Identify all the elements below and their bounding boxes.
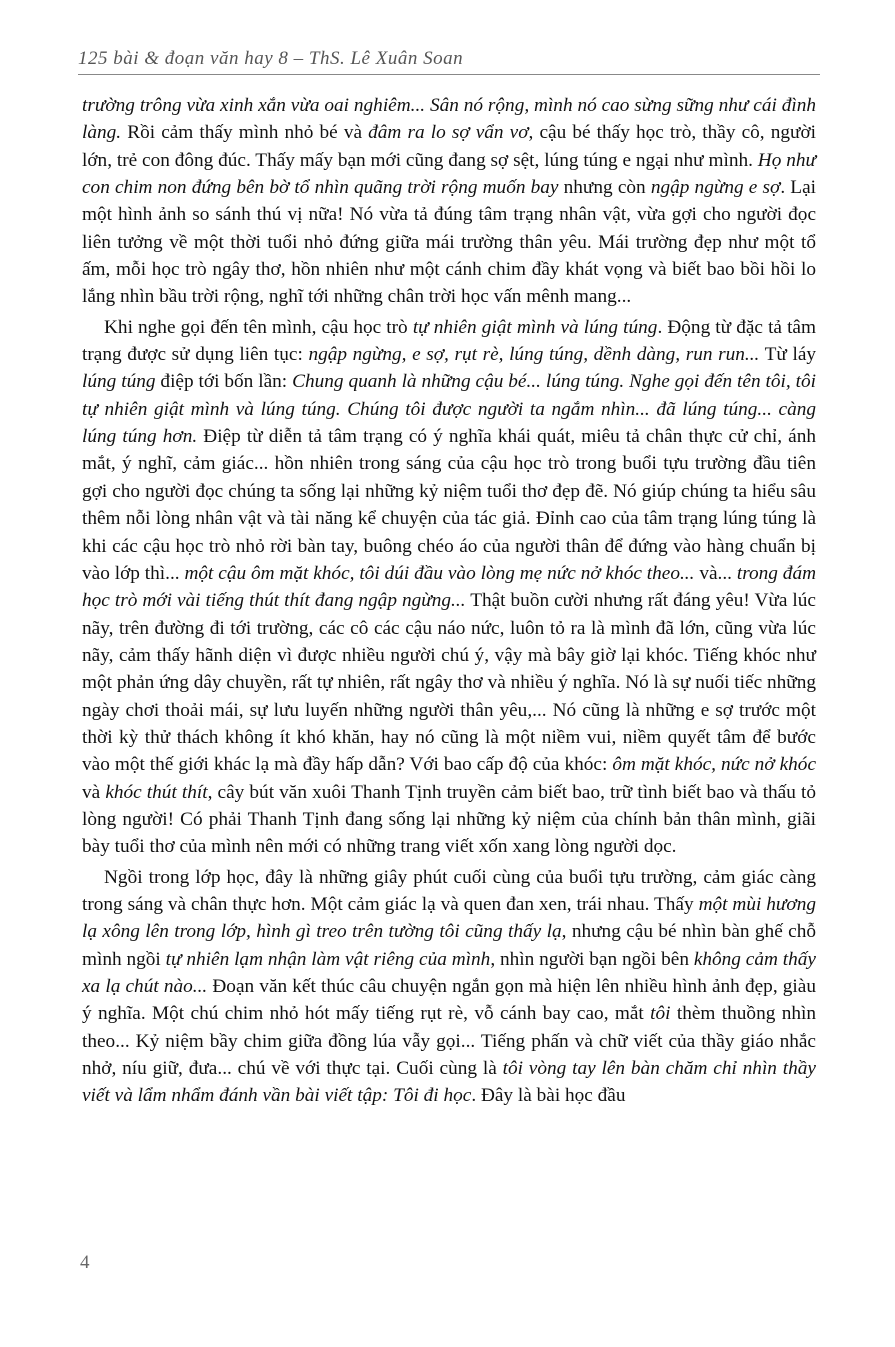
quoted-text: tôi vòng tay lên bàn chăm chỉ nhìn thầy viết và lẩm nhẩm đánh vần bài viết tập: Tôi đi học [82, 1058, 816, 1107]
text-run: điệp tới bốn lần: [155, 371, 293, 393]
quoted-text: ôm mặt khóc, nức nở khóc [612, 754, 817, 776]
text-run: , nhưng cậu bé nhìn bàn ghế chỗ mình ngồi [82, 921, 816, 970]
text-run: Từ láy [759, 344, 817, 366]
text-run: Ngồi trong lớp học, đây là những giây phút cuối cùng của buổi tựu trường, cảm giác càng trong sáng và chân thực hơn. Một cảm giác lạ và quen đan xen, trái nhau. Thấy [82, 866, 816, 915]
text-run: Rồi cảm thấy mình nhỏ bé và [121, 122, 369, 144]
text-run: và... [694, 562, 737, 584]
quoted-text: lúng túng [82, 371, 156, 393]
quoted-text: Chung quanh là những cậu bé... lúng túng. Nghe gọi đến tên tôi, tôi tự nhiên giật mình và lúng túng. Chúng tôi được người ta ngắm nhìn... đã lúng túng... càng lúng túng hơn. [82, 371, 816, 448]
quoted-text: trong đám học trò mới vài tiếng thút thít đang ngập ngừng... [82, 562, 817, 612]
quoted-text: tôi [650, 1003, 671, 1025]
text-run: và [82, 781, 106, 803]
text-run: , nhìn người bạn ngồi bên [490, 948, 694, 970]
quoted-text: trường trông vừa xinh xắn vừa oai nghiêm... Sân nó rộng, mình nó cao sừng sững như cái đình làng. [82, 95, 816, 144]
quoted-text: khóc thút thít [105, 781, 208, 803]
paragraph-2 [82, 314, 816, 861]
quoted-text: ngập ngừng e sợ [650, 177, 781, 199]
text-run: nhưng còn [558, 177, 651, 199]
text-run: Khi nghe gọi đến tên mình, cậu học trò [104, 316, 413, 338]
text-run: . Đây là bài học đầu [471, 1085, 626, 1107]
text-run: Điệp từ diễn tả tâm trạng có ý nghĩa khái quát, miêu tả chân thực cử chỉ, ánh mắt, ý nghĩ, cảm giác... hồn nhiên trong sáng của cậu học trò trong buổi tựu trường đầu tiên gợi cho người đọc chúng ta sống lại những kỷ niệm tuổi thơ đẹp đẽ. Nó giúp chúng ta hiểu sâu thêm nỗi lòng nhân vật và tài năng kể chuyện của tác giả. Đỉnh cao của tâm trạng lúng túng là khi các cậu học trò nhỏ rời bàn tay, buông chéo áo của người thân để đứng vào hàng chuẩn bị vào lớp thì... [82, 426, 816, 584]
quoted-text: một cậu ôm mặt khóc, tôi dúi đầu vào lòng mẹ nức nở khóc theo... [184, 562, 695, 584]
quoted-text: đâm ra lo sợ vẩn vơ [368, 122, 529, 144]
paragraph-3 [82, 864, 816, 1110]
text-run: . Lại một hình ảnh so sánh thú vị nữa! Nó vừa tả đúng tâm trạng nhân vật, vừa gợi cho người đọc liên tưởng về một thời tuổi nhỏ đứng giữa mái trường thân yêu. Mái trường đẹp như một tổ ấm, mỗi học trò ngây thơ, hồn nhiên như một cánh chim đầy khát vọng và biết bao bồi hồi lo lắng nhìn bầu trời rộng, nghĩ tới những chân trời học vấn mênh mang... [82, 177, 816, 308]
text-run: , cậu bé thấy học trò, thầy cô, người lớn, trẻ con đông đúc. Thấy mấy bạn mới cũng đang sợ sệt, lúng túng e ngại như mình. [82, 122, 816, 171]
text-run: , cây bút văn xuôi Thanh Tịnh truyền cảm biết bao, trữ tình biết bao và thấu tỏ lòng người! Có phải Thanh Tịnh đang sống lại những kỷ niệm của chính bản thân mình, giãi bày tuổi thơ của mình nên mới có những trang viết xốn xang lòng người dọc. [82, 781, 816, 858]
text-run: . Động từ đặc tả tâm trạng được sử dụng liên tục: [82, 316, 816, 366]
page-number: 4 [80, 1252, 90, 1273]
text-run: Đoạn văn kết thúc câu chuyện ngắn gọn mà hiện lên nhiều hình ảnh đẹp, giàu ý nghĩa. Một chú chim nhỏ hót mấy tiếng rụt rè, vỗ cánh bay cao, mắt [82, 976, 816, 1025]
quoted-text: ngập ngừng, e sợ, rụt rè, lúng túng, dềnh dàng, run run... [308, 344, 760, 366]
body-text [82, 92, 816, 1110]
text-run: Thật buồn cười nhưng rất đáng yêu! Vừa lúc nãy, trên đường đi tới trường, các cô các cậu náo nức, luôn tỏ ra là mình đã lớn, cũng vừa lúc nãy, cảm thấy hãnh diện vì được nhiều người chú ý, vậy mà bây giờ lại khóc. Tiếng khóc như một phản ứng dây chuyền, rất tự nhiên, rất ngây thơ và nhiều ý nghĩa. Nó là sự nuối tiếc những ngày chơi thoải mái, sự lưu luyến những người thân yêu,... Nó cũng là những e sợ trước một thời kỳ thử thách không ít khó khăn, hay nó cũng là một niềm vui, niềm quyết tâm để bước vào một thế giới khác lạ mà đầy hấp dẫn? Với bao cấp độ của khóc: [82, 590, 816, 776]
quoted-text: tự nhiên lạm nhận làm vật riêng của mình [165, 948, 491, 970]
paragraph-1 [82, 92, 816, 311]
quoted-text: tự nhiên giật mình và lúng túng [412, 316, 658, 338]
quoted-text: không cảm thấy xa lạ chút nào... [82, 948, 816, 997]
running-header: 125 bài & đoạn văn hay 8 – ThS. Lê Xuân Soan [78, 48, 820, 75]
text-run: thèm thuồng nhìn theo... Kỷ niệm bầy chim giữa đồng lúa vẫy gọi... Tiếng phấn và chữ viết của thầy giáo nhắc nhở, níu giữ, đưa... chú về với thực tại. Cuối cùng là [82, 1003, 816, 1080]
quoted-text: một mùi hương lạ xông lên trong lớp, hình gì treo trên tường tôi cũng thấy lạ [82, 893, 817, 943]
quoted-text: Họ như con chim non đứng bên bờ tổ nhìn quãng trời rộng muốn bay [82, 149, 817, 199]
